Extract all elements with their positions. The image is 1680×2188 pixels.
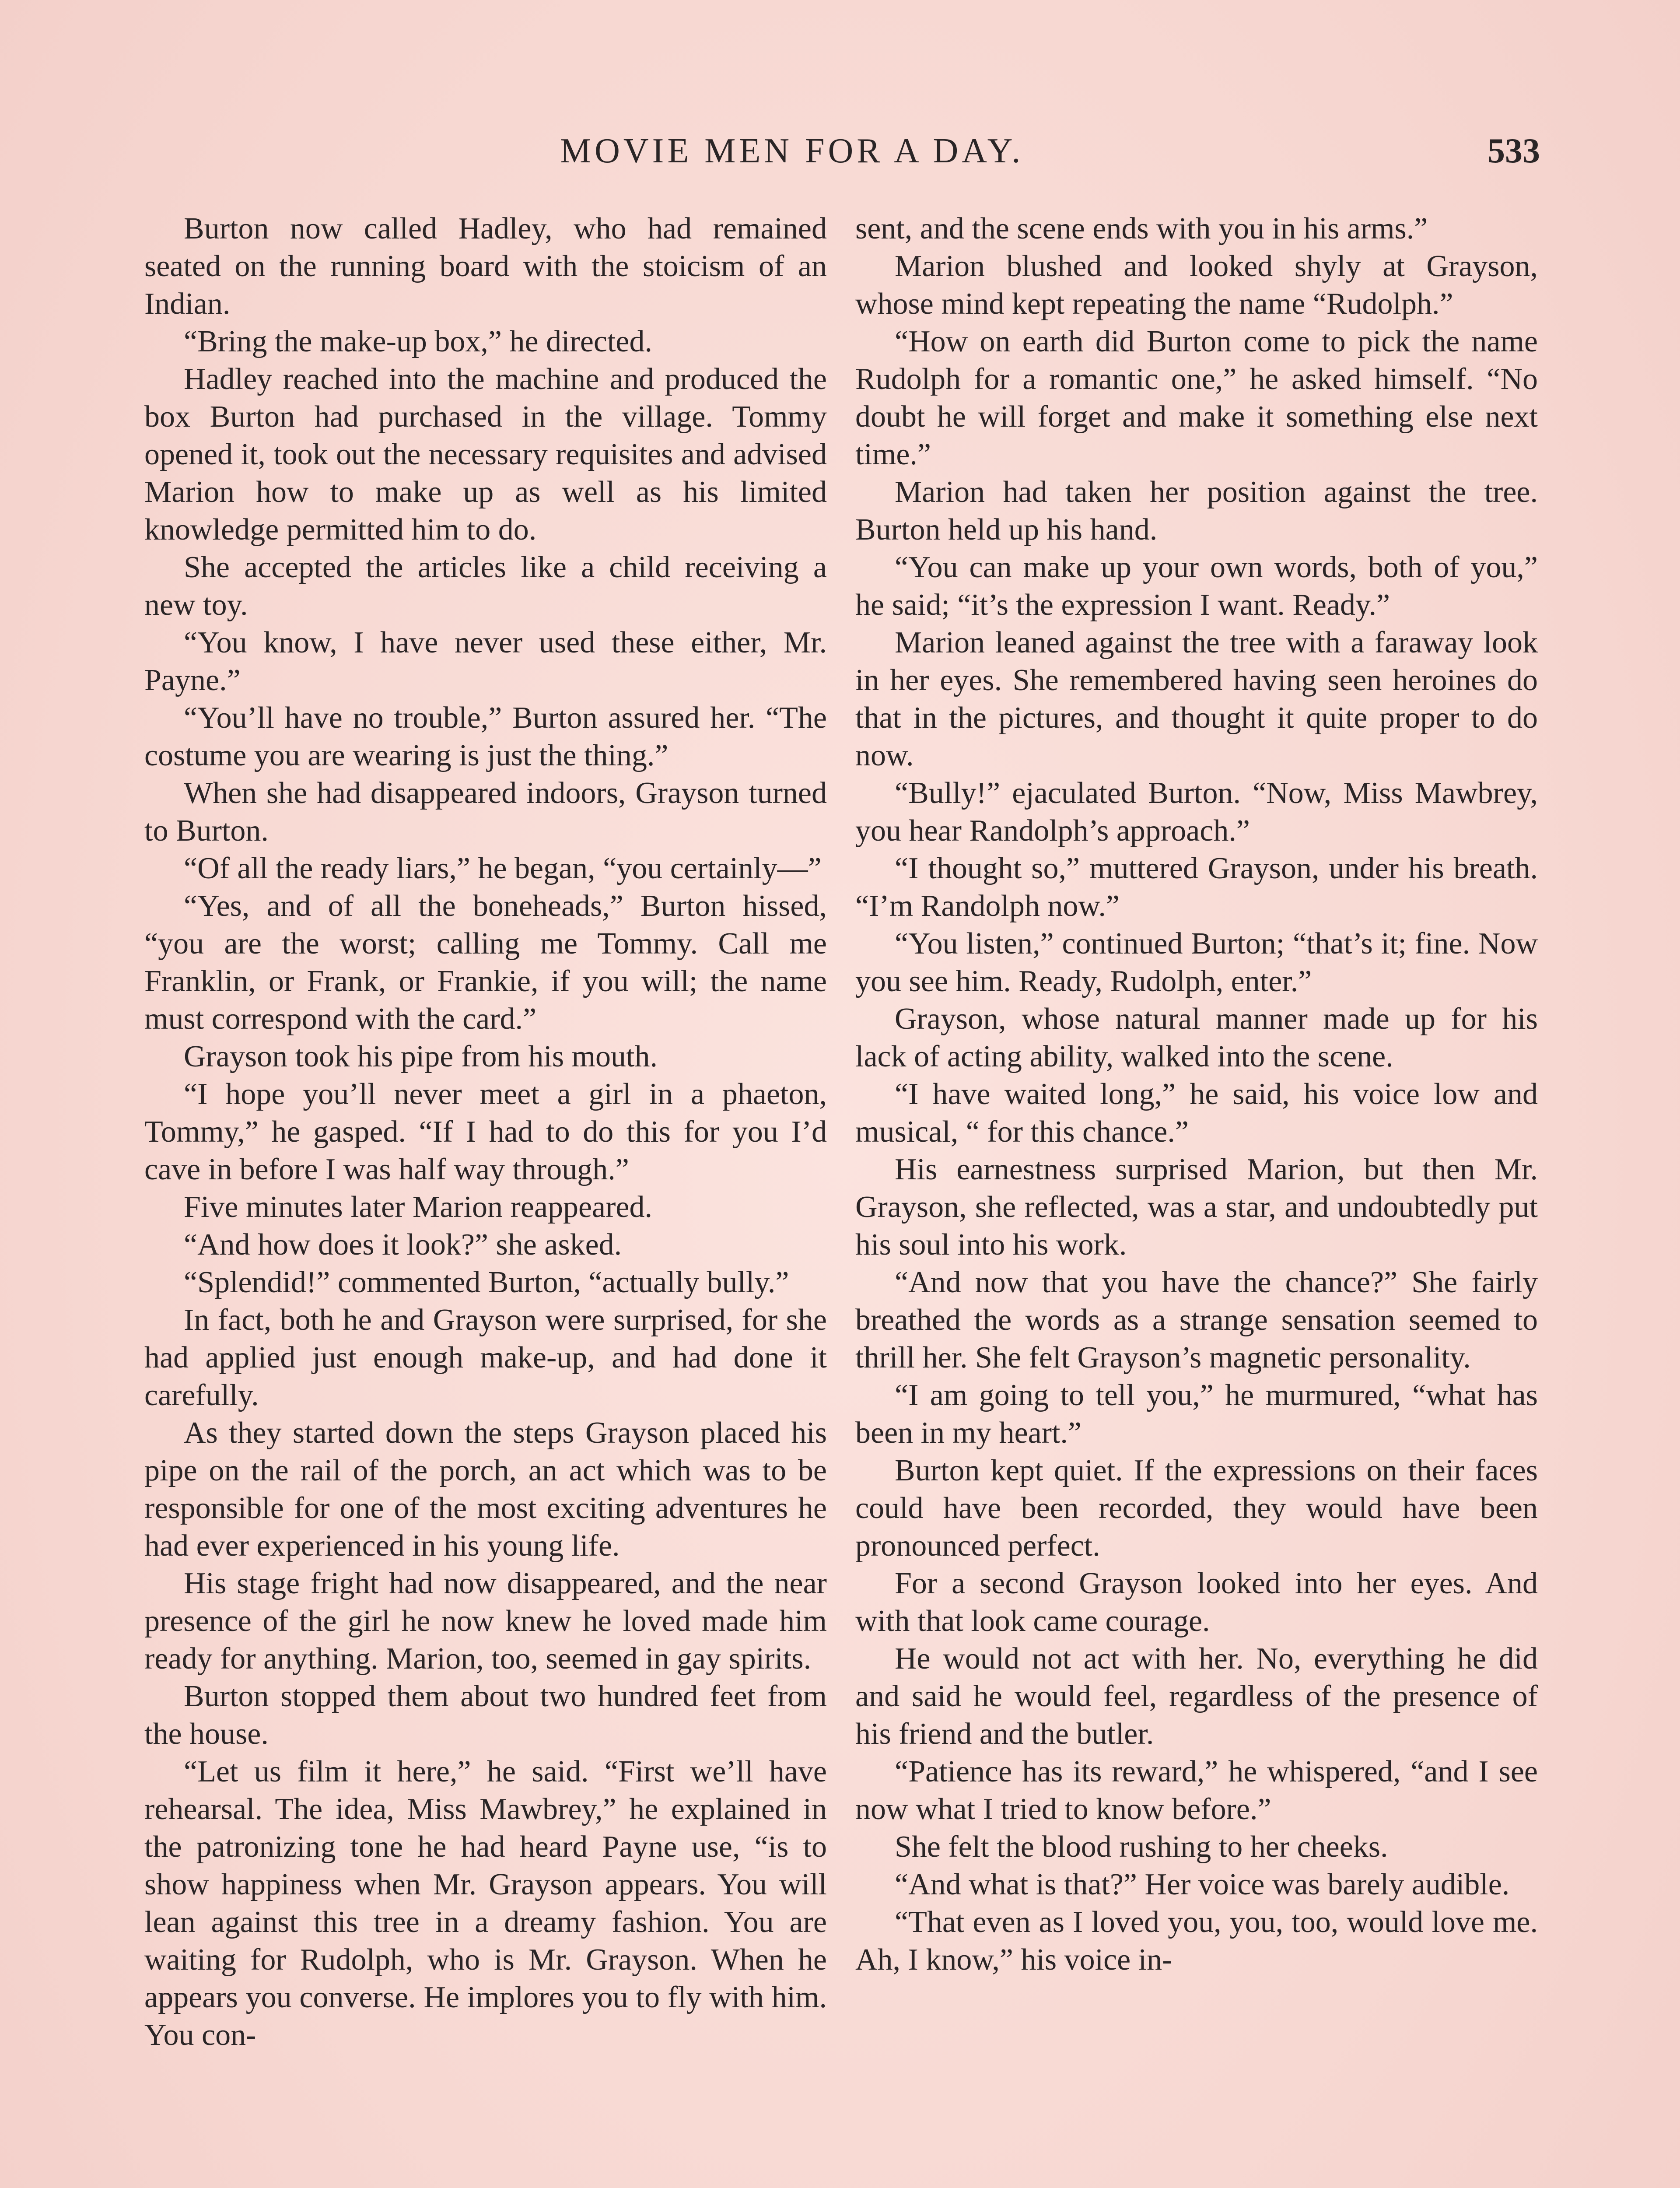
page-header (140, 131, 1540, 179)
paragraph: “Let us film it here,” he said. “First we’ll have rehearsal. The idea, Miss Mawbrey,” he explained in the patronizing tone he had heard Payne use, “is to show happiness when Mr. Grayson appears. You will lean against this tree in a dreamy fashion. You are waiting for Rudolph, who is Mr. Grayson. When he appears you converse. He implores you to fly with him. You con- (144, 1755, 827, 2052)
paragraph: “That even as I loved you, you, too, would love me. Ah, I know,” his voice in- (855, 1905, 1538, 1977)
paragraph: Marion blushed and looked shyly at Grayson, whose mind kept repeating the name “Rudolph.” (855, 249, 1538, 321)
paragraph: “You’ll have no trouble,” Burton assured her. “The costume you are wearing is just the thing.” (144, 701, 827, 772)
paragraph: “And now that you have the chance?” She fairly breathed the words as a strange sensation seemed to thrill her. She felt Grayson’s magnetic personality. (855, 1266, 1538, 1375)
paragraph: He would not act with her. No, everything he did and said he would feel, regardless of the presence of his friend and the butler. (855, 1642, 1538, 1751)
paragraph: Grayson, whose natural manner made up for his lack of acting ability, walked into the scene. (855, 1002, 1538, 1073)
paragraph: “You listen,” continued Burton; “that’s it; fine. Now you see him. Ready, Rudolph, enter.” (855, 927, 1538, 998)
paragraph: “Bully!” ejaculated Burton. “Now, Miss Mawbrey, you hear Randolph’s approach.” (855, 776, 1538, 848)
paragraph: sent, and the scene ends with you in his arms.” (855, 212, 1428, 245)
paragraph: “And how does it look?” she asked. (184, 1228, 622, 1262)
paragraph: “Yes, and of all the boneheads,” Burton hissed, “you are the worst; calling me Tommy. Call me Franklin, or Frank, or Frankie, if you will; the name must correspond with the card.” (144, 889, 827, 1036)
paragraph: “I hope you’ll never meet a girl in a phaeton, Tommy,” he gasped. “If I had to do this for you I’d cave in before I was half way through.” (144, 1077, 827, 1186)
paragraph: “Splendid!” commented Burton, “actually bully.” (184, 1266, 789, 1299)
paragraph: Burton now called Hadley, who had remained seated on the running board with the stoicism of an Indian. (144, 212, 827, 321)
paragraph: “I am going to tell you,” he murmured, “what has been in my heart.” (855, 1378, 1538, 1450)
paragraph: “I thought so,” muttered Grayson, under his breath. “I’m Randolph now.” (855, 852, 1538, 923)
right-column (855, 210, 1538, 1979)
paragraph: Marion leaned against the tree with a faraway look in her eyes. She remembered having seen heroines do that in the pictures, and thought it quite proper to do now. (855, 626, 1538, 772)
paragraph: Grayson took his pipe from his mouth. (184, 1040, 658, 1073)
paragraph: Burton kept quiet. If the expressions on their faces could have been recorded, they would have been pronounced perfect. (855, 1454, 1538, 1563)
paragraph: As they started down the steps Grayson placed his pipe on the rail of the porch, an act which was to be responsible for one of the most exciting adventures he had ever experienced in his young life. (144, 1416, 827, 1563)
paragraph: Five minutes later Marion reappeared. (184, 1190, 652, 1224)
paragraph: She accepted the articles like a child receiving a new toy. (144, 551, 827, 622)
paragraph: When she had disappeared indoors, Grayson turned to Burton. (144, 776, 827, 848)
paragraph: “You know, I have never used these either, Mr. Payne.” (144, 626, 827, 697)
paragraph: For a second Grayson looked into her eyes. And with that look came courage. (855, 1567, 1538, 1638)
paragraph: Marion had taken her position against the tree. Burton held up his hand. (855, 475, 1538, 547)
running-title: MOVIE MEN FOR A DAY. (560, 132, 1024, 170)
paragraph: “Bring the make-up box,” he directed. (184, 325, 652, 358)
paragraph: Hadley reached into the machine and produced the box Burton had purchased in the village. Tommy opened it, took out the necessary requisites and advised Marion how to make up as well as his limited knowledge permitted him to do. (144, 362, 827, 547)
paragraph: She felt the blood rushing to her cheeks. (895, 1830, 1388, 1864)
paragraph: “Patience has its reward,” he whispered, “and I see now what I tried to know before.” (855, 1755, 1538, 1826)
paragraph: “And what is that?” Her voice was barely audible. (895, 1868, 1510, 1901)
paragraph: “I have waited long,” he said, his voice low and musical, “ for this chance.” (855, 1077, 1538, 1149)
paragraph: In fact, both he and Grayson were surprised, for she had applied just enough make-up, and had done it carefully. (144, 1303, 827, 1412)
paragraph: “How on earth did Burton come to pick the name Rudolph for a romantic one,” he asked himself. “No doubt he will forget and make it something else next time.” (855, 325, 1538, 471)
left-column (144, 210, 827, 2054)
paragraph: Burton stopped them about two hundred feet from the house. (144, 1680, 827, 1751)
paragraph: His stage fright had now disappeared, and the near presence of the girl he now knew he loved made him ready for anything. Marion, too, seemed in gay spirits. (144, 1567, 827, 1676)
paragraph: “You can make up your own words, both of you,” he said; “it’s the expression I want. Ready.” (855, 551, 1538, 622)
page-number: 533 (1488, 132, 1540, 170)
paragraph: His earnestness surprised Marion, but then Mr. Grayson, she reflected, was a star, and undoubtedly put his soul into his work. (855, 1153, 1538, 1262)
paragraph: “Of all the ready liars,” he began, “you certainly—” (184, 852, 822, 885)
